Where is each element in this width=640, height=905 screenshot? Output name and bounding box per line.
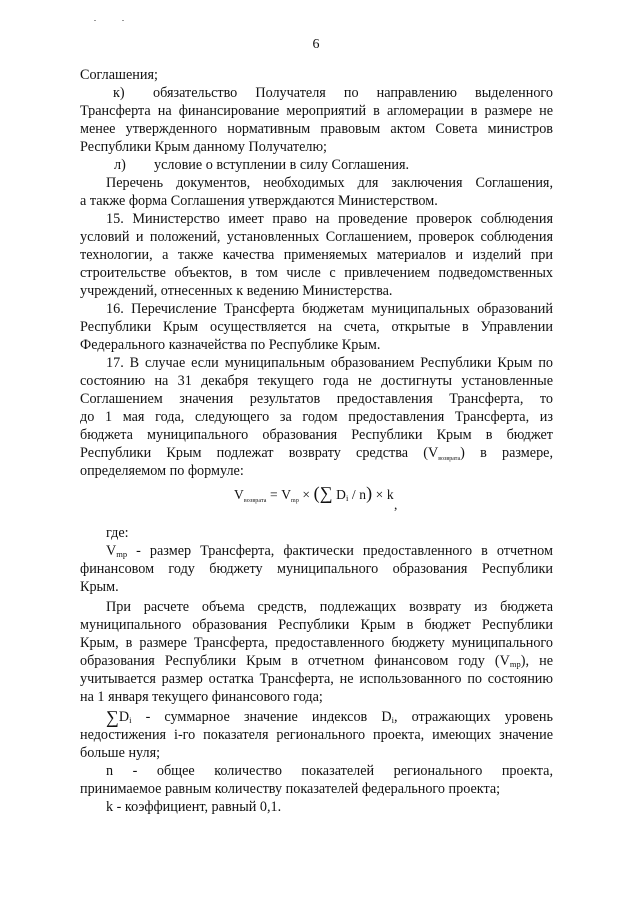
- text-span: V: [106, 543, 117, 559]
- formula-subscript: mp: [291, 498, 299, 504]
- list-label: к): [113, 85, 125, 101]
- text-line: менее утвержденного нормативным правовым актом Совета министров: [80, 121, 553, 137]
- formula-subscript: i: [345, 493, 349, 503]
- text-line: Соглашением значения результатов предоставления Трансферта, то: [80, 391, 553, 407]
- text-line: определяемом по формуле:: [80, 463, 244, 479]
- text-span: образования Республики Крым в отчетном финансовом году (V: [80, 653, 510, 669]
- text-span: обязательство Получателя по направлению выделенного: [153, 85, 553, 101]
- formula-paren: (: [313, 483, 320, 503]
- formula-comma: ,: [394, 497, 398, 512]
- subscript: возврата: [438, 456, 461, 462]
- sum-symbol: ∑: [319, 483, 333, 503]
- text-span: - размер Трансферта, фактически предоставленного в отчетном: [127, 543, 553, 559]
- formula-times: × k: [372, 487, 394, 502]
- text-span: D: [118, 709, 130, 725]
- formula-div: / n: [348, 487, 367, 502]
- formula-subscript: возврата: [243, 498, 267, 504]
- text-line: Федерального казначейства по Республике Крым.: [80, 337, 381, 353]
- text-line: k - коэффициент, равный 0,1.: [106, 799, 282, 815]
- subscript: i: [129, 715, 132, 725]
- formula-eq: = V: [266, 487, 292, 502]
- text-line: недостижения i-го показателя регионального проекта, имеющих значение: [80, 727, 553, 743]
- text-line: Соглашения;: [80, 67, 158, 83]
- text-line: Республики Крым данному Получателю;: [80, 139, 327, 155]
- formula-d: D: [332, 487, 346, 502]
- sum-symbol: ∑: [106, 707, 119, 727]
- formula-paren: ): [366, 483, 373, 503]
- list-label: л): [114, 157, 126, 173]
- text-line: Республики Крым осуществляется на счета, открытые в Управлении: [80, 319, 553, 335]
- text-line: Крым.: [80, 579, 119, 595]
- text-line: учреждений, отнесенных к ведению Министерства.: [80, 283, 393, 299]
- text-span: Республики Крым подлежат возврату средства (V: [80, 445, 439, 461]
- return-formula: [234, 484, 394, 510]
- page-number: 6: [312, 37, 320, 52]
- text-line: больше нуля;: [80, 745, 161, 761]
- text-line: строительстве объектов, в том числе с привлечением подведомственных: [80, 265, 553, 281]
- text-span: - суммарное значение индексов D: [131, 709, 392, 725]
- text-line: где:: [106, 525, 129, 541]
- text-span: , отражающих уровень: [393, 709, 553, 725]
- text-line: учитывается размер остатка Трансферта, не использованного по состоянию: [80, 671, 553, 687]
- text-line: Крым, в размере Трансферта, предоставленного бюджету муниципального: [80, 635, 553, 651]
- text-line: Трансферта на финансирование мероприятий в агломерации в размере не: [80, 103, 553, 119]
- scan-mark: [94, 20, 96, 21]
- subscript: mp: [509, 659, 521, 669]
- text-line: технологии, а также качества применяемых материалов и изделий при: [80, 247, 553, 263]
- text-line: n - общее количество показателей регионального проекта,: [106, 763, 553, 779]
- text-line: 16. Перечисление Трансферта бюджетам муниципальных образований: [106, 301, 553, 317]
- text-line: Перечень документов, необходимых для заключения Соглашения,: [106, 175, 553, 191]
- text-line: 15. Министерство имеет право на проведение проверок соблюдения: [106, 211, 553, 227]
- text-line: до 1 мая года, следующего за годом предоставления Трансферта, из: [80, 409, 553, 425]
- text-line: а также форма Соглашения утверждаются Министерством.: [80, 193, 438, 209]
- scan-mark: [122, 20, 124, 21]
- text-line: бюджета муниципального образования Республики Крым в бюджет: [80, 427, 553, 443]
- list-item-k: [113, 84, 553, 102]
- formula-v: V: [234, 487, 244, 502]
- text-line: принимаемое равным количеству показателей федерального проекта;: [80, 781, 501, 797]
- text-line: условий и положений, установленных Соглашением, проверок соблюдения: [80, 229, 553, 245]
- formula-times: ×: [298, 487, 314, 502]
- text-line: на 1 января текущего финансового года;: [80, 689, 323, 705]
- text-line: При расчете объема средств, подлежащих возврату из бюджета: [106, 599, 553, 615]
- subscript: i: [391, 715, 394, 725]
- subscript: mp: [116, 549, 128, 559]
- text-span: ) в размере,: [460, 445, 554, 461]
- text-line: 17. В случае если муниципальным образованием Республики Крым по: [106, 355, 553, 371]
- text-span: условие о вступлении в силу Соглашения.: [154, 157, 410, 173]
- list-item-l: [114, 156, 409, 174]
- text-line: муниципального образования Республики Крым в бюджет Республики: [80, 617, 553, 633]
- text-line: состоянию на 31 декабря текущего года не достигнуты установленные: [80, 373, 553, 389]
- text-span: ), не: [520, 653, 553, 669]
- text-line: финансовом году бюджету муниципального образования Республики: [80, 561, 553, 577]
